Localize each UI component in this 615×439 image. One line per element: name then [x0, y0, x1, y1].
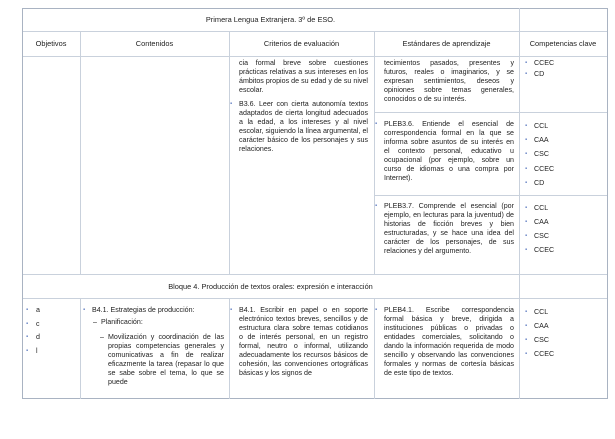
header-estandares: Estándares de aprendizaje: [402, 39, 491, 48]
competencias-block4-list: [525, 305, 554, 361]
estandar-pleb3-7: ▪ PLEB3.7. Comprende el esencial (por ejemplo, en lecturas para la juventud) de historias de ficción breves y bien estructuradas, y se hace una idea del carácter de los personajes, de sus relaciones y del argumento.: [384, 202, 514, 256]
row-divider-block4-top: [22, 274, 608, 275]
row-divider-block4-bottom: [22, 298, 608, 299]
col-divider-competencias: [519, 8, 520, 399]
contenido-planificacion: – Planificación:: [101, 318, 224, 327]
competencias-pleb37-list: [525, 201, 554, 257]
block4-title: Bloque 4. Producción de textos orales: expresión e interacción: [168, 282, 373, 291]
col-divider-objetivos-b: [80, 298, 81, 399]
competencia-item: ▪ CD: [525, 176, 554, 190]
competencia-item: ▪ CCL: [525, 305, 554, 319]
contenido-b4-1: ▪ B4.1. Estrategias de producción:: [92, 306, 224, 315]
competencia-item: ▪ CCEC: [525, 162, 554, 176]
objetivo-item: ▪ d: [26, 331, 40, 345]
competencia-item: ▪ CD: [525, 69, 554, 80]
competencia-item: ▪ CSC: [525, 229, 554, 243]
col-divider-criterios-a: [374, 31, 375, 275]
table-border-right: [607, 8, 608, 399]
contenido-movilizacion: – Movilización y coordinación de las propias competencias generales y comunicativas a fin de realizar eficazmente la tarea (repasar lo que se sabe sobre el tema, lo que se puede: [108, 333, 224, 387]
competencias-pleb36-list: [525, 119, 554, 190]
objetivo-item: ▪ l: [26, 345, 40, 359]
objetivos-list: [26, 304, 40, 358]
row-divider-title: [22, 31, 608, 32]
header-criterios: Criterios de evaluación: [263, 39, 340, 48]
table-border-bottom: [22, 398, 608, 399]
competencia-item: ▪ CAA: [525, 215, 554, 229]
row-divider-pleb36: [374, 112, 608, 113]
competencia-item: ▪ CAA: [525, 319, 554, 333]
header-competencias: Competencias clave: [529, 39, 597, 48]
table-border-top: [22, 8, 608, 9]
competencia-item: ▪ CSC: [525, 147, 554, 161]
competencias-top-list: [525, 58, 554, 80]
header-objetivos: Objetivos: [35, 39, 67, 48]
competencia-item: ▪ CCL: [525, 201, 554, 215]
objetivo-item: ▪ a: [26, 304, 40, 318]
criterio-b3-6: ▪ B3.6. Leer con cierta autonomía textos adaptados de cierta longitud adecuados a la edad, a los intereses y al nivel escolar, siguiendo la línea argumental, el carácter básico de los personajes y sus relaciones.: [239, 100, 368, 154]
header-contenidos: Contenidos: [135, 39, 174, 48]
competencia-item: ▪ CCEC: [525, 347, 554, 361]
competencia-item: ▪ CCEC: [525, 58, 554, 69]
table-border-left: [22, 8, 23, 399]
table-title: Primera Lengua Extranjera. 3º de ESO.: [205, 15, 336, 24]
competencia-item: ▪ CCL: [525, 119, 554, 133]
row-divider-pleb37: [374, 195, 608, 196]
competencia-item: ▪ CAA: [525, 133, 554, 147]
row-divider-header: [22, 56, 608, 57]
competencia-item: ▪ CCEC: [525, 243, 554, 257]
estandar-continuation: tecimientos pasados, presentes y futuros, reales o imaginarios, y se expresan sentimientos, deseos y opiniones sobre temas generales, conocidos o de su interés.: [384, 59, 514, 103]
col-divider-contenidos-a: [229, 31, 230, 275]
competencia-item: ▪ CSC: [525, 333, 554, 347]
criterio-continuation: cia formal breve sobre cuestiones prácticas relativas a sus intereses en los ámbitos propios de su edad y de su nivel escolar.: [239, 59, 368, 94]
estandar-pleb4-1: ▪ PLEB4.1. Escribe correspondencia formal básica y breve, dirigida a instituciones públicas o privadas o entidades comerciales, solicitando o dando la información requerida de modo sencillo y observando las convenciones formales y normas de cortesía básicas de este tipo de textos.: [384, 306, 514, 378]
criterio-b4-1: ▪ B4.1. Escribir en papel o en soporte electrónico textos breves, sencillos y de estructura clara sobre temas cotidianos o de interés personal, en un registro formal, neutro o informal, utilizando adecuadamente los recursos básicos de cohesión, las convenciones ortográficas básicas y los signos de: [239, 306, 368, 378]
estandar-pleb3-6: ▪ PLEB3.6. Entiende el esencial de correspondencia formal en la que se informa sobre asuntos de su interés en el contexto personal, educativo u ocupacional (por ejemplo, sobre un curso de idiomas o una compra por Internet).: [384, 120, 514, 183]
objetivo-item: ▪ c: [26, 318, 40, 332]
col-divider-objetivos-a: [80, 31, 81, 275]
